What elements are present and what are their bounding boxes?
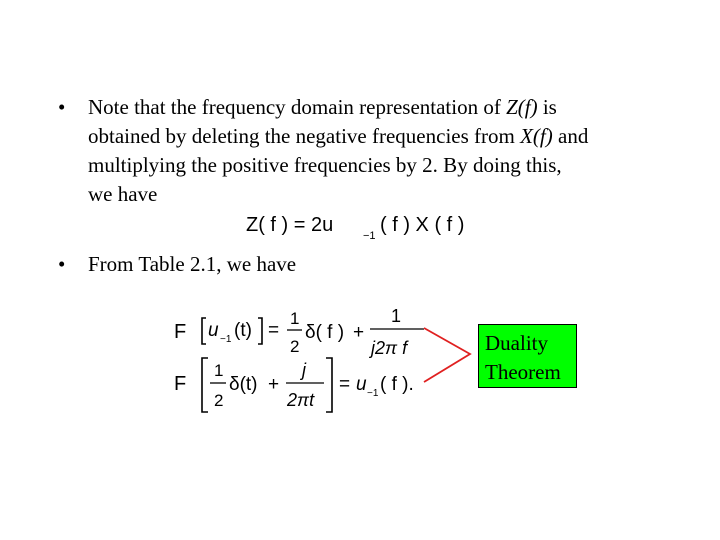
text-run: and — [552, 124, 589, 148]
duality-bracket-svg — [420, 320, 480, 390]
t2-result-tail: ( f ). — [380, 374, 414, 395]
t2-plus: + — [268, 374, 280, 395]
equation-z-of-f — [246, 205, 466, 250]
bullet-text: From Table 2.1, we have — [88, 252, 297, 276]
text-run-italic: Z(f) — [506, 95, 538, 119]
t1-frac-den: j2π f — [371, 338, 408, 358]
text-run: is — [537, 95, 557, 119]
t2-frac-den: 2πt — [287, 390, 315, 410]
t1-plus: + — [353, 322, 365, 343]
eq-z-sub: −1 — [363, 230, 376, 242]
bullet-dot: • — [58, 252, 66, 276]
t1-eq: = — [268, 320, 280, 341]
t2-delta: δ(t) — [229, 374, 258, 395]
eq-z-rhs: ( f ) X ( f ). — [380, 214, 466, 236]
transform-2-svg — [170, 356, 440, 416]
callout-line: Theorem — [485, 360, 561, 384]
equation-z-svg — [246, 205, 466, 245]
t1-frac-num: 1 — [391, 306, 402, 326]
bracket-left — [202, 358, 208, 412]
duality-bracket — [420, 320, 480, 395]
fourier-operator: F — [174, 373, 187, 395]
fourier-operator: F — [174, 321, 187, 343]
bracket-right — [258, 318, 262, 344]
t1-arg: u — [208, 320, 219, 341]
bracket-arrow-icon — [424, 328, 470, 382]
t2-half-den: 2 — [214, 391, 224, 410]
text-run: Note that the frequency domain representation of — [88, 95, 507, 119]
bullet-line — [88, 93, 678, 122]
t1-half-den: 2 — [290, 337, 300, 356]
t2-frac-num: j — [302, 360, 306, 380]
t2-half-num: 1 — [214, 361, 224, 380]
callout-line: Duality — [485, 331, 548, 355]
eq-z-lhs: Z( f ) = 2u — [246, 214, 334, 236]
t1-delta: δ( f ) — [305, 322, 345, 343]
t2-result-sub: −1 — [367, 388, 379, 399]
bullet-line: we have — [88, 182, 158, 206]
duality-theorem-callout — [478, 324, 577, 388]
bullet-dot: • — [58, 95, 66, 119]
t1-arg-tail: (t) — [234, 320, 252, 341]
t2-result: u — [356, 374, 367, 395]
t2-eq: = — [339, 374, 351, 395]
bullet-line: multiplying the positive frequencies by 2. By doing this, — [88, 153, 562, 177]
t1-arg-sub: −1 — [220, 334, 232, 345]
transform-1-svg — [170, 302, 440, 362]
transform-pair-2 — [170, 356, 440, 421]
text-run: obtained by deleting the negative frequencies from — [88, 124, 521, 148]
bullet-line — [88, 122, 678, 151]
t1-half-num: 1 — [290, 309, 300, 328]
bracket-left — [202, 318, 206, 344]
bullet-text — [88, 93, 678, 209]
bracket-right — [326, 358, 332, 412]
text-run-italic: X(f) — [520, 124, 553, 148]
